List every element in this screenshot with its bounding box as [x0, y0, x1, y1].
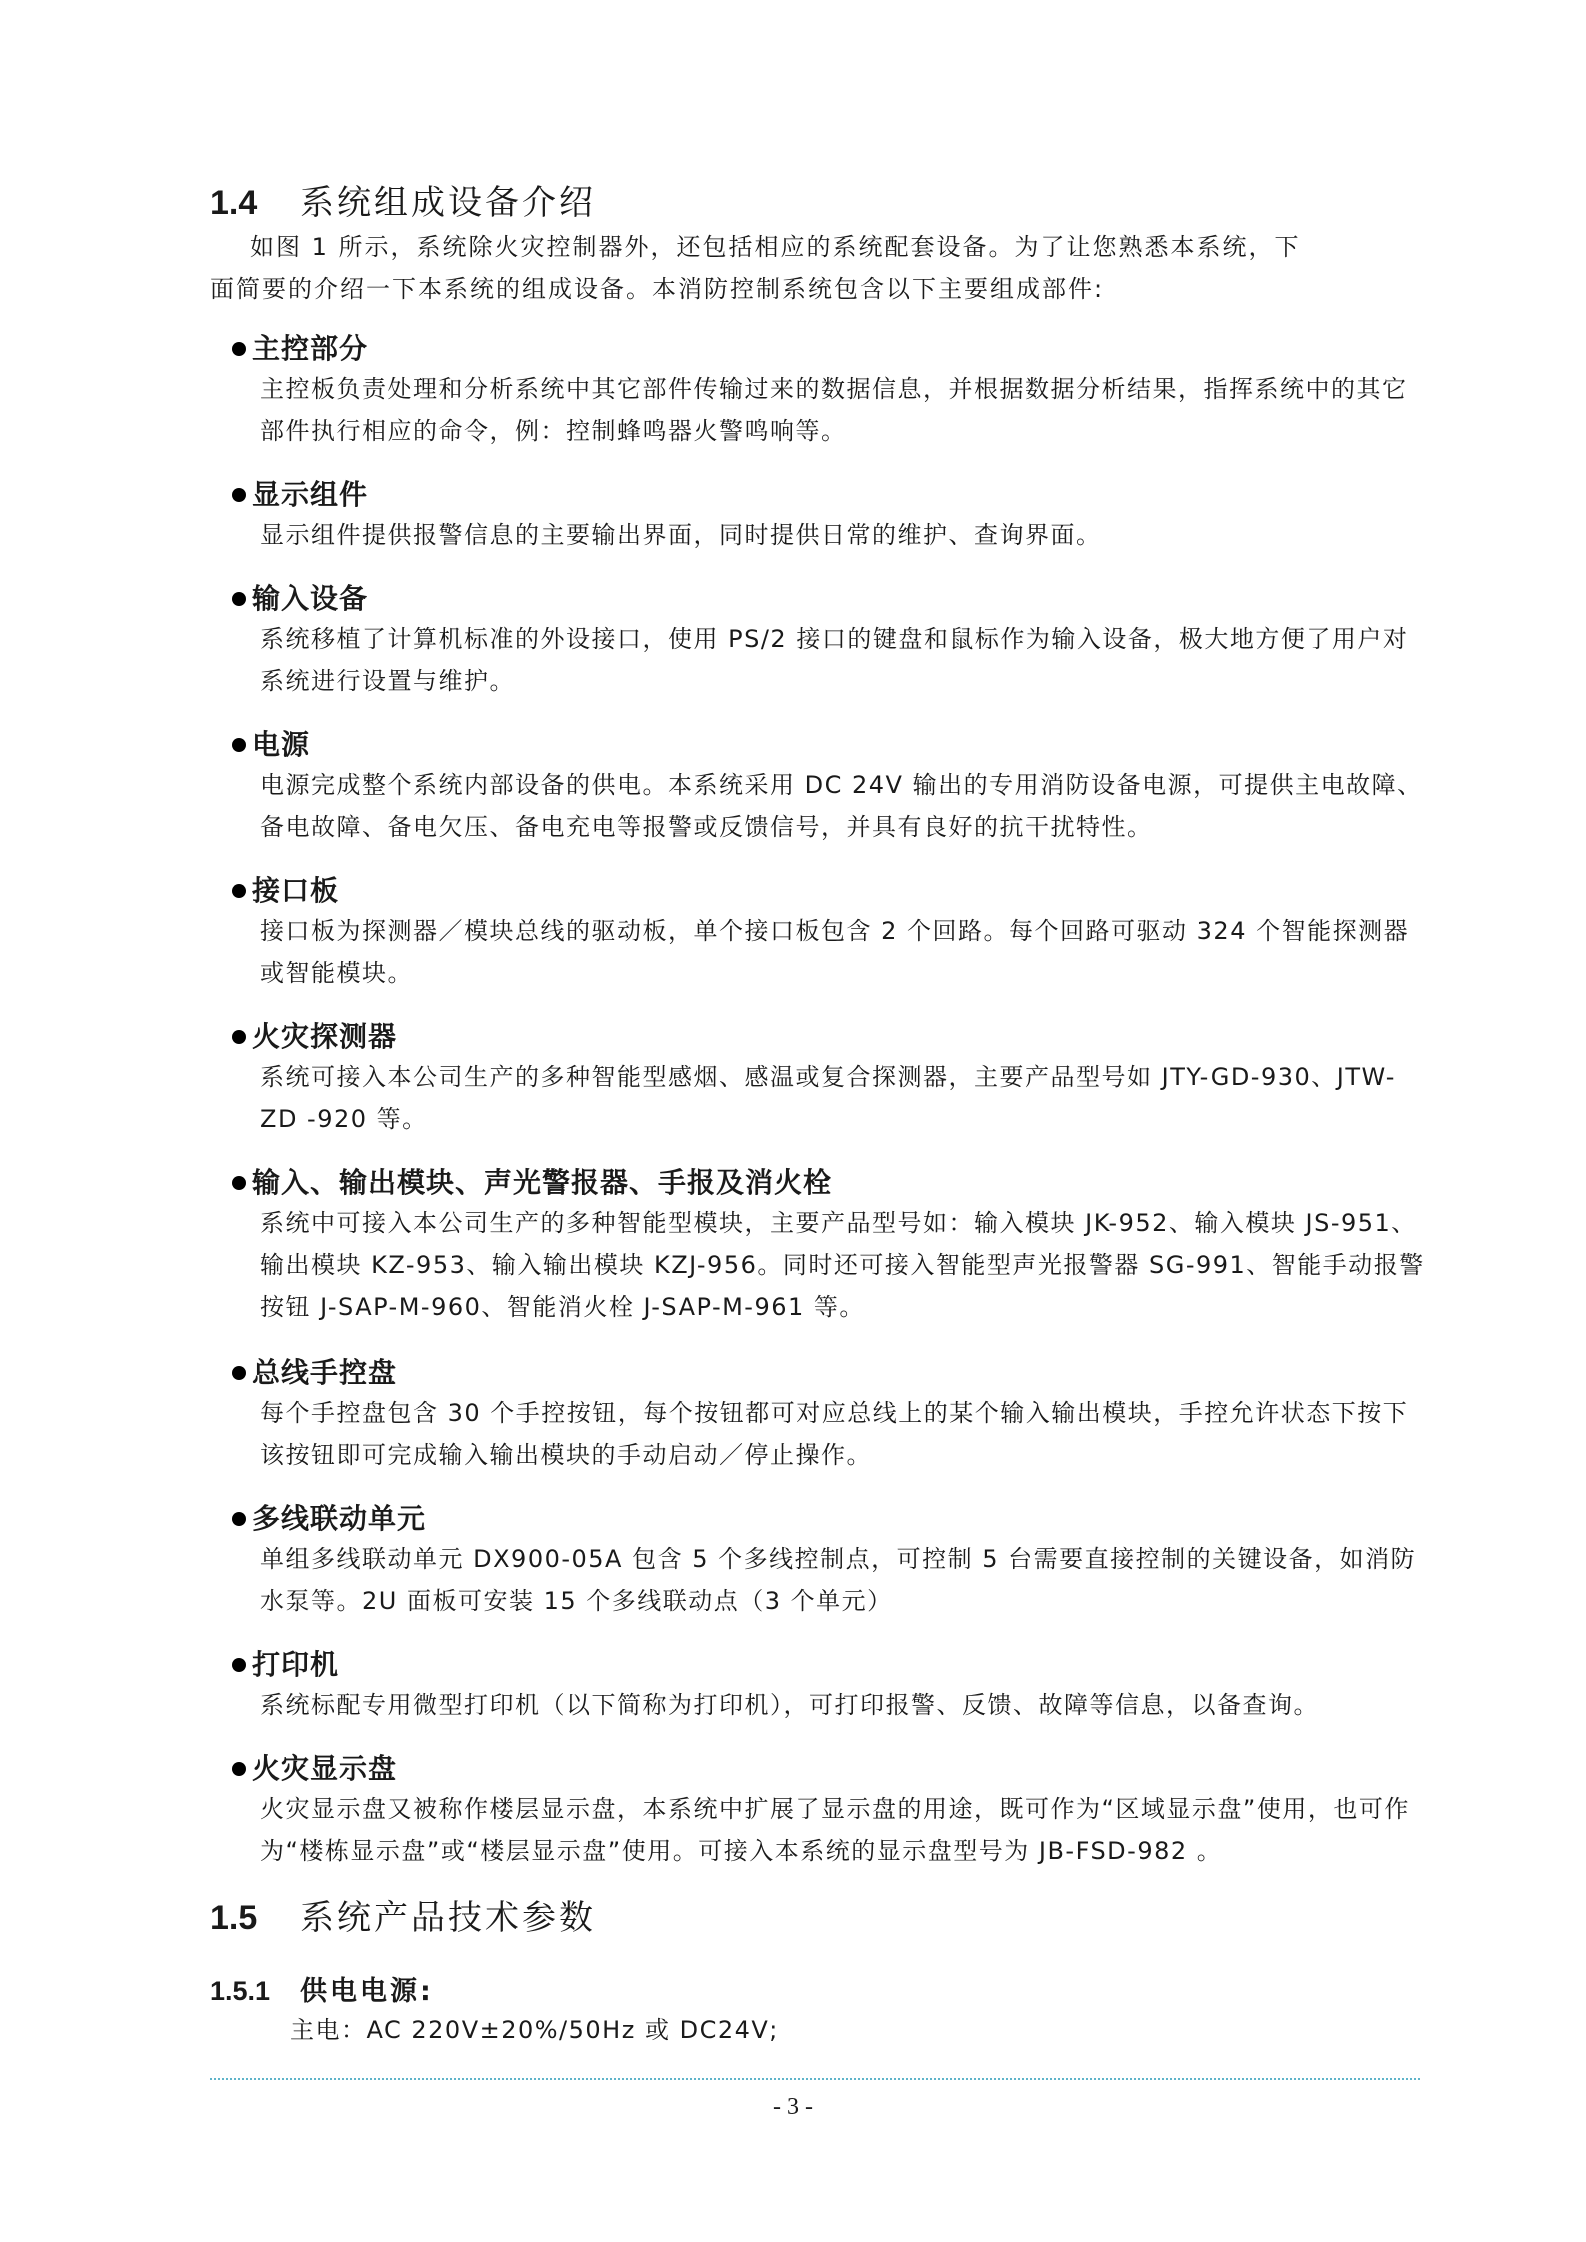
- item-body: 每个手控盘包含 30 个手控按钮，每个按钮都可对应总线上的某个输入输出模块，手控允许状态下按下该按钮即可完成输入输出模块的手动启动／停止操作。: [260, 1399, 1409, 1469]
- list-item-input-devices: [232, 580, 1432, 702]
- item-body: 火灾显示盘又被称作楼层显示盘，本系统中扩展了显示盘的用途，既可作为“区域显示盘”使用，也可作为“楼栋显示盘”或“楼层显示盘”使用。可接入本系统的显示盘型号为 JB-FSD-982 。: [260, 1795, 1410, 1865]
- bullet-icon: [232, 1030, 246, 1044]
- item-title: 接口板: [252, 874, 340, 907]
- bullet-icon: [232, 1658, 246, 1672]
- bullet-icon: [232, 1762, 246, 1776]
- list-item-main-control: [232, 330, 1432, 452]
- item-title: 火灾探测器: [252, 1020, 398, 1053]
- list-item-fire-display-panel: [232, 1750, 1432, 1872]
- list-item-bus-panel: [232, 1354, 1432, 1476]
- bullet-icon: [232, 1176, 246, 1190]
- item-title: 多线联动单元: [252, 1502, 427, 1535]
- item-title: 电源: [252, 728, 311, 761]
- intro-line-1: 如图 1 所示，系统除火灾控制器外，还包括相应的系统配套设备。为了让您熟悉本系统，下: [250, 233, 1301, 261]
- bullet-icon: [232, 488, 246, 502]
- bullet-icon: [232, 884, 246, 898]
- bullet-icon: [232, 1366, 246, 1380]
- item-body: 系统移植了计算机标准的外设接口，使用 PS/2 接口的键盘和鼠标作为输入设备，极大地方便了用户对系统进行设置与维护。: [260, 625, 1409, 695]
- list-item-display: [232, 476, 1432, 556]
- section-intro: [210, 226, 1410, 310]
- item-body: 显示组件提供报警信息的主要输出界面，同时提供日常的维护、查询界面。: [260, 521, 1102, 549]
- subsection-number: 1.5.1: [210, 1976, 271, 2006]
- footer-divider: [210, 2078, 1420, 2080]
- list-item-multiline-unit: [232, 1500, 1432, 1622]
- subsection-title: 供电电源:: [300, 1976, 434, 2007]
- item-title: 主控部分: [252, 332, 369, 365]
- item-body: 系统标配专用微型打印机（以下简称为打印机），可打印报警、反馈、故障等信息，以备查询。: [260, 1691, 1319, 1719]
- item-body: 电源完成整个系统内部设备的供电。本系统采用 DC 24V 输出的专用消防设备电源，可提供主电故障、备电故障、备电欠压、备电充电等报警或反馈信号，并具有良好的抗干扰特性。: [260, 771, 1423, 841]
- item-title: 打印机: [252, 1648, 340, 1681]
- item-title: 总线手控盘: [252, 1356, 398, 1389]
- item-body: 接口板为探测器／模块总线的驱动板，单个接口板包含 2 个回路。每个回路可驱动 324 个智能探测器或智能模块。: [260, 917, 1410, 987]
- section-heading-1-5: [210, 1898, 596, 1938]
- list-item-fire-detector: [232, 1018, 1432, 1140]
- bullet-icon: [232, 592, 246, 606]
- item-title: 输入、输出模块、声光警报器、手报及消火栓: [252, 1166, 833, 1199]
- section-title: 系统组成设备介绍: [300, 183, 596, 223]
- item-body: 系统中可接入本公司生产的多种智能型模块，主要产品型号如：输入模块 JK-952、输入模块 JS-951、输出模块 KZ-953、输入输出模块 KZJ-956。同时还可接入智能型声光报警器 SG-991、智能手动报警按钮 J-SAP-M-960、智能消火栓 J-SAP-M-961 等。: [260, 1209, 1425, 1321]
- item-title: 显示组件: [252, 478, 369, 511]
- bullet-icon: [232, 342, 246, 356]
- section-number: 1.4: [210, 184, 258, 222]
- intro-line-2: 面简要的介绍一下本系统的组成设备。本消防控制系统包含以下主要组成部件:: [210, 275, 1105, 303]
- page-number: - 3 -: [773, 2094, 813, 2120]
- item-title: 输入设备: [252, 582, 369, 615]
- list-item-interface-board: [232, 872, 1432, 994]
- power-supply-spec: 主电：AC 220V±20%/50Hz 或 DC24V;: [290, 2016, 779, 2044]
- list-item-printer: [232, 1646, 1432, 1726]
- bullet-icon: [232, 1512, 246, 1526]
- subsection-heading-1-5-1: [210, 1974, 434, 2009]
- section-heading-1-4: [210, 183, 596, 223]
- item-title: 火灾显示盘: [252, 1752, 398, 1785]
- item-body: 主控板负责处理和分析系统中其它部件传输过来的数据信息，并根据数据分析结果，指挥系统中的其它部件执行相应的命令，例：控制蜂鸣器火警鸣响等。: [260, 375, 1408, 445]
- item-body: 系统可接入本公司生产的多种智能型感烟、感温或复合探测器，主要产品型号如 JTY-GD-930、JTW-ZD -920 等。: [260, 1063, 1396, 1133]
- list-item-power: [232, 726, 1432, 848]
- section-number: 1.5: [210, 1899, 258, 1937]
- list-item-modules: [232, 1164, 1432, 1328]
- bullet-icon: [232, 738, 246, 752]
- item-body: 单组多线联动单元 DX900-05A 包含 5 个多线控制点，可控制 5 台需要直接控制的关键设备，如消防水泵等。2U 面板可安装 15 个多线联动点（3 个单元）: [260, 1545, 1417, 1615]
- section-title: 系统产品技术参数: [300, 1898, 596, 1938]
